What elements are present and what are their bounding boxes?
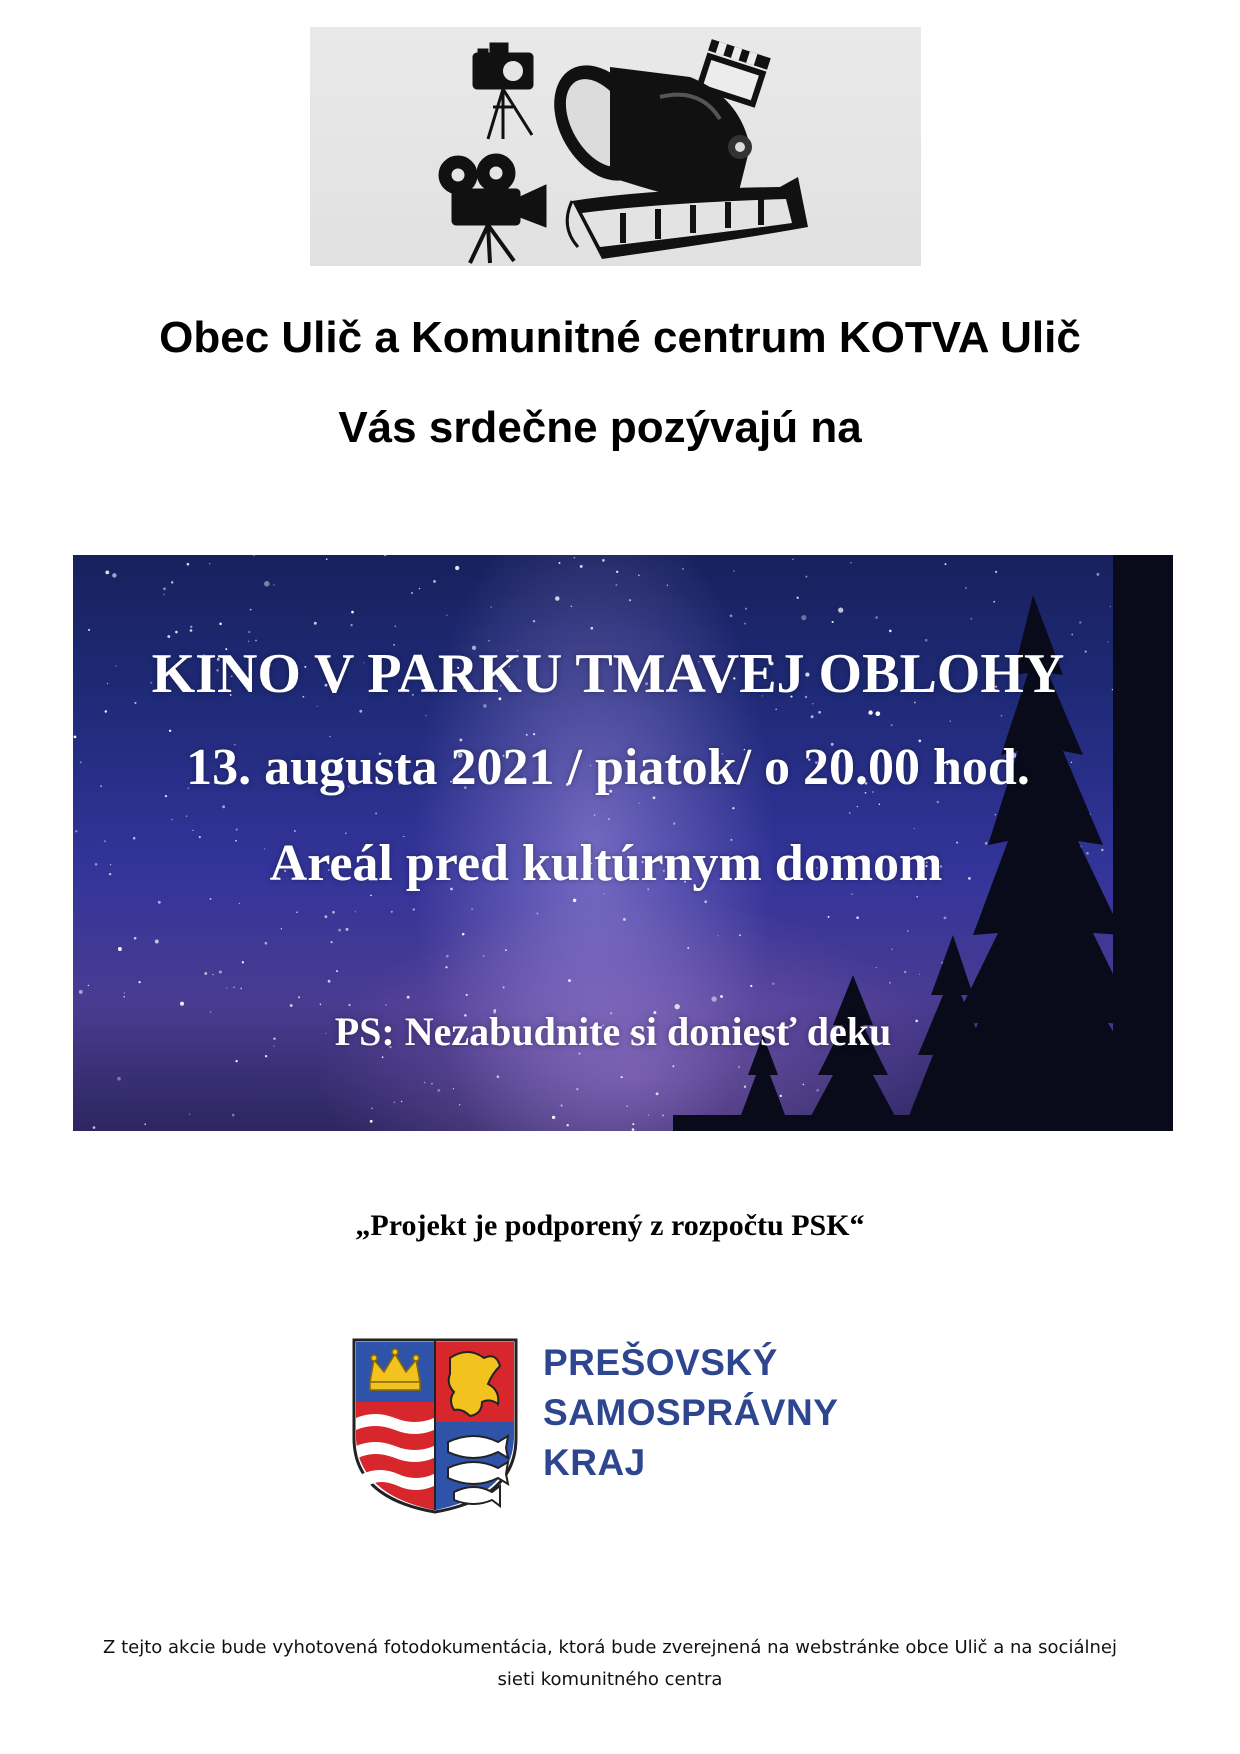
psk-name-line-3: KRAJ	[543, 1442, 646, 1483]
star	[459, 1104, 460, 1105]
star	[621, 1076, 623, 1078]
star	[394, 1102, 395, 1103]
star	[971, 618, 972, 619]
event-date: 13. augusta 2021 / piatok/ o 20.00 hod.	[186, 739, 1030, 796]
star	[950, 720, 951, 721]
star	[616, 571, 618, 573]
star	[876, 967, 877, 968]
star	[264, 581, 270, 587]
star	[112, 573, 116, 577]
star	[673, 822, 676, 825]
star	[555, 596, 560, 601]
star	[189, 1113, 191, 1115]
star	[437, 1089, 440, 1092]
star	[332, 911, 335, 914]
star	[391, 911, 393, 913]
star	[889, 982, 890, 983]
star	[687, 947, 689, 949]
coat-of-arms-icon	[350, 1338, 520, 1514]
star	[1079, 621, 1081, 623]
star	[648, 1114, 649, 1115]
star	[219, 622, 222, 625]
star	[533, 620, 535, 622]
star	[1001, 715, 1003, 717]
star	[248, 631, 250, 633]
star	[745, 608, 747, 610]
star	[919, 974, 920, 975]
star	[552, 1116, 555, 1119]
star	[744, 1086, 746, 1088]
star	[672, 1065, 674, 1067]
star	[171, 819, 172, 820]
star	[576, 1088, 578, 1090]
star	[88, 629, 90, 631]
star	[209, 563, 210, 564]
star	[602, 559, 605, 562]
star	[336, 970, 338, 972]
star	[239, 903, 240, 904]
star	[875, 711, 880, 716]
star	[419, 588, 421, 590]
star	[711, 996, 716, 1001]
star	[803, 1084, 805, 1086]
star	[732, 807, 734, 809]
star	[190, 629, 193, 632]
star	[351, 611, 354, 614]
star	[503, 986, 505, 988]
star	[849, 812, 851, 814]
star	[348, 1004, 350, 1006]
star	[453, 1088, 454, 1089]
photo-camera-icon	[473, 43, 533, 139]
footer-line-1: Z tejto akcie bude vyhotovená fotodokumentácia, ktorá bude zverejnená na webstránke obce Ulič a na sociálnej	[103, 1637, 1117, 1658]
star	[573, 899, 577, 903]
star	[324, 915, 327, 918]
star	[118, 947, 122, 951]
star	[615, 584, 617, 586]
star	[828, 916, 830, 918]
star	[561, 1105, 563, 1107]
star	[462, 933, 465, 936]
star	[571, 606, 573, 608]
star	[144, 1123, 146, 1125]
star	[219, 971, 222, 974]
star	[1071, 634, 1073, 636]
star	[375, 813, 377, 815]
star	[889, 630, 892, 633]
star	[739, 934, 741, 936]
event-place: Areál pred kultúrnym domom	[269, 835, 943, 892]
star	[169, 730, 171, 732]
star	[226, 987, 227, 988]
star	[497, 1075, 500, 1078]
star	[210, 898, 212, 900]
star	[296, 911, 298, 913]
star	[945, 563, 947, 565]
star	[856, 916, 859, 919]
star	[995, 571, 997, 573]
star	[123, 996, 125, 998]
star	[93, 1126, 96, 1129]
event-title: KINO V PARKU TMAVEJ OBLOHY	[151, 643, 1065, 705]
star	[455, 566, 459, 570]
star	[424, 1082, 426, 1084]
star	[505, 949, 507, 951]
star	[204, 972, 207, 975]
star	[632, 1123, 634, 1125]
star	[994, 814, 996, 816]
star	[850, 562, 851, 563]
star	[186, 816, 187, 817]
star	[638, 575, 640, 577]
star	[965, 587, 966, 588]
star	[811, 715, 814, 718]
star	[351, 624, 353, 626]
star	[594, 814, 596, 816]
star	[407, 996, 410, 999]
star	[158, 901, 161, 904]
star	[240, 988, 242, 990]
star	[608, 818, 610, 820]
star	[717, 935, 718, 936]
star	[163, 587, 166, 590]
star	[907, 930, 909, 932]
star	[944, 916, 947, 919]
invitation-heading: Vás srdečne pozývajú na	[338, 403, 862, 452]
star	[730, 614, 733, 617]
star	[937, 801, 940, 804]
star	[667, 585, 668, 586]
star	[385, 1004, 386, 1005]
star	[105, 571, 109, 575]
star	[816, 1089, 819, 1092]
star	[163, 594, 165, 596]
movie-camera-icon	[439, 154, 546, 263]
star	[891, 949, 892, 950]
star	[446, 955, 449, 958]
star	[471, 908, 473, 910]
star	[425, 715, 426, 716]
star	[590, 627, 593, 630]
star	[167, 635, 170, 638]
star	[483, 955, 485, 957]
star	[355, 911, 356, 912]
star	[371, 1108, 373, 1110]
star	[704, 900, 707, 903]
star	[235, 1060, 237, 1062]
star	[232, 1114, 235, 1117]
star	[818, 711, 821, 714]
star	[879, 804, 881, 806]
psk-name-line-2: SAMOSPRÁVNY	[543, 1392, 839, 1433]
star	[656, 1092, 659, 1095]
star	[801, 615, 806, 620]
star	[568, 979, 571, 982]
event-note: PS: Nezabudnite si doniesť deku	[334, 1009, 892, 1054]
star	[891, 724, 893, 726]
star	[370, 1120, 373, 1123]
star	[580, 565, 583, 568]
star	[265, 942, 268, 945]
night-sky-panel	[73, 555, 1173, 1131]
star	[242, 961, 244, 963]
star	[401, 1101, 402, 1102]
psk-name-line-1: PREŠOVSKÝ	[543, 1342, 778, 1383]
star	[536, 913, 538, 915]
star	[682, 568, 684, 570]
star	[904, 971, 906, 973]
star	[738, 1066, 740, 1068]
star	[832, 621, 834, 623]
star	[139, 981, 141, 983]
star	[750, 985, 752, 987]
star	[187, 563, 190, 566]
star	[250, 609, 252, 611]
star	[222, 805, 225, 808]
star	[134, 937, 137, 940]
star	[914, 828, 915, 829]
star	[411, 592, 413, 594]
star	[559, 562, 561, 564]
star	[445, 966, 447, 968]
star	[175, 631, 178, 634]
star	[298, 996, 300, 998]
star	[117, 1077, 121, 1081]
film-equipment-illustration	[310, 27, 921, 266]
star	[993, 601, 995, 603]
star	[490, 606, 492, 608]
star	[338, 929, 341, 932]
star	[395, 625, 397, 627]
star	[359, 710, 362, 713]
star	[797, 597, 799, 599]
star	[857, 806, 858, 807]
star	[626, 1105, 628, 1107]
star	[638, 802, 639, 803]
star	[446, 615, 448, 617]
star	[623, 918, 626, 921]
star	[79, 990, 83, 994]
star	[180, 1002, 184, 1006]
star	[413, 908, 415, 910]
star	[346, 928, 349, 931]
star	[273, 584, 274, 585]
star	[433, 580, 436, 583]
star	[1110, 606, 1111, 607]
star	[212, 974, 213, 975]
star	[155, 940, 159, 944]
star	[190, 626, 192, 628]
star	[253, 555, 254, 556]
star	[780, 1095, 782, 1097]
star	[124, 992, 125, 993]
star	[1096, 573, 1099, 576]
psk-name	[543, 1338, 838, 1488]
star	[632, 1128, 635, 1131]
star	[233, 987, 234, 988]
star	[838, 607, 843, 612]
star	[775, 709, 776, 710]
star	[314, 622, 317, 625]
film-illustration-banner	[310, 27, 921, 266]
star	[868, 710, 872, 714]
star	[792, 559, 794, 561]
star	[875, 616, 878, 619]
star	[629, 599, 631, 601]
star	[326, 558, 328, 560]
star	[281, 928, 282, 929]
footer-note	[60, 1632, 1160, 1696]
organizer-heading: Obec Ulič a Komunitné centrum KOTVA Ulič	[159, 313, 1081, 362]
star	[566, 1124, 568, 1126]
star	[88, 985, 89, 986]
star	[431, 1083, 433, 1085]
star	[720, 995, 723, 998]
star	[320, 1004, 322, 1006]
star	[574, 557, 576, 559]
funding-note: „Projekt je podporený z rozpočtu PSK“	[355, 1209, 865, 1242]
footer-line-2: sieti komunitného centra	[497, 1669, 723, 1690]
star	[805, 576, 807, 578]
star	[328, 980, 331, 983]
star	[331, 941, 333, 943]
star	[662, 1115, 664, 1117]
star	[171, 581, 173, 583]
star	[466, 994, 468, 996]
star	[744, 623, 746, 625]
psk-logo	[350, 1338, 890, 1514]
star	[733, 570, 734, 571]
star	[384, 555, 387, 556]
star	[105, 710, 107, 712]
star	[772, 982, 774, 984]
